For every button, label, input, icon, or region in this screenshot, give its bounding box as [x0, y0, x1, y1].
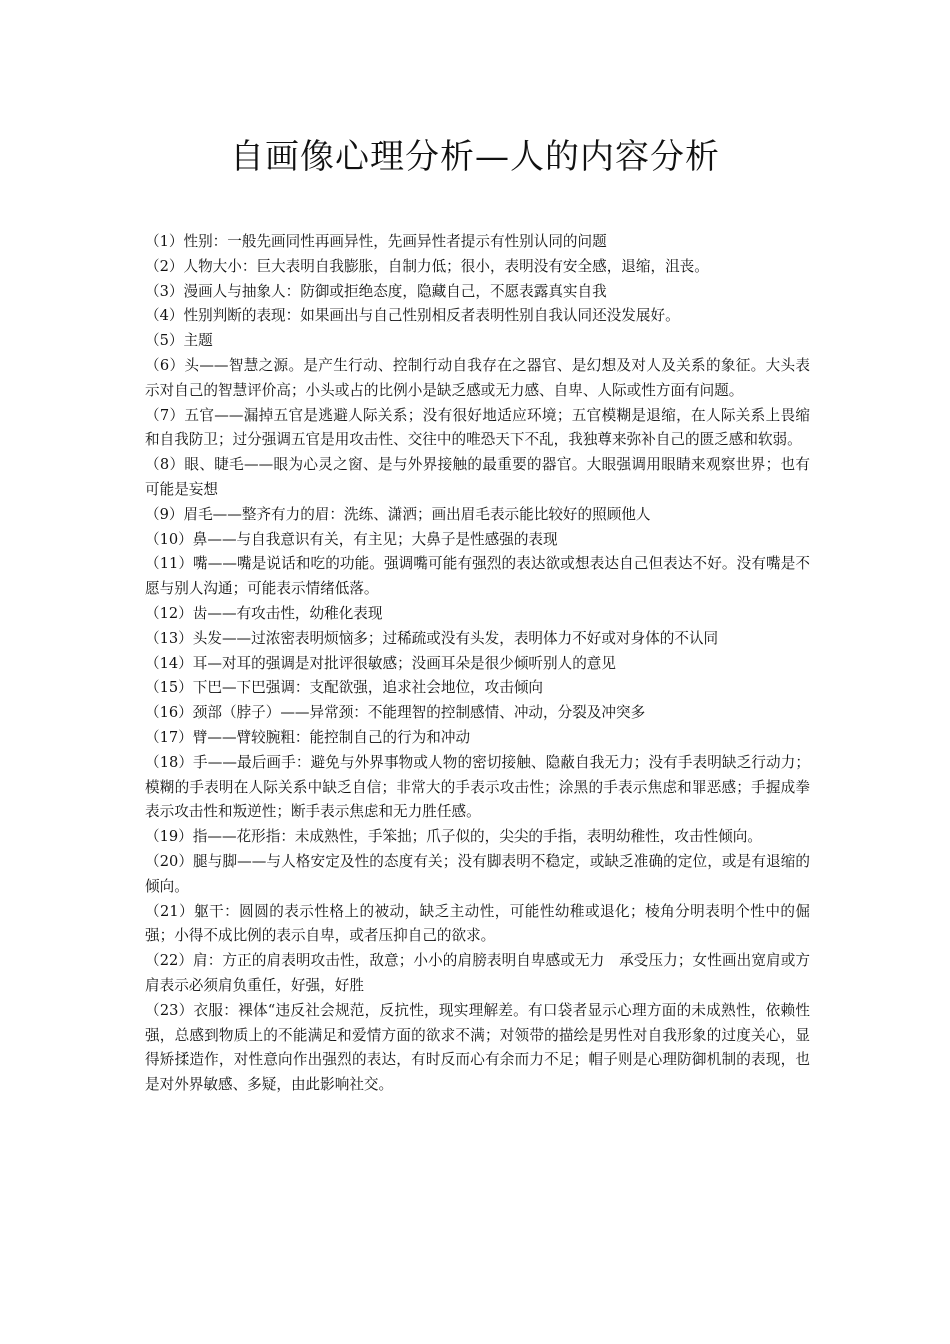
- list-item: （3）漫画人与抽象人：防御或拒绝态度，隐藏自己，不愿表露真实自我: [145, 282, 607, 300]
- list-item: （22）肩：方正的肩表明攻击性，敌意；小小的肩膀表明自卑感或无力 承受压力；女性画出宽肩或方肩表示必须肩负重任，好强，好胜: [145, 952, 810, 994]
- document-body: [145, 230, 810, 1098]
- list-item: （9）眉毛——整齐有力的眉：洗练、潇洒；画出眉毛表示能比较好的照顾他人: [145, 505, 651, 523]
- list-item: （5）主题: [145, 332, 213, 350]
- list-item: （14）耳—对耳的强调是对批评很敏感；没画耳朵是很少倾听别人的意见: [145, 654, 616, 672]
- list-item: （4）性别判断的表现：如果画出与自己性别相反者表明性别自我认同还没发展好。: [145, 307, 680, 325]
- list-item: （11）嘴——嘴是说话和吃的功能。强调嘴可能有强烈的表达欲或想表达自己但表达不好。没有嘴是不愿与别人沟通；可能表示情绪低落。: [145, 555, 810, 598]
- list-item: （17）臂——臂较腕粗：能控制自己的行为和冲动: [145, 728, 471, 746]
- list-item: （1）性别：一般先画同性再画异性，先画异性者提示有性别认同的问题: [145, 233, 607, 250]
- list-item: （10）鼻——与自我意识有关，有主见；大鼻子是性感强的表现: [145, 530, 558, 548]
- list-item: （8）眼、睫毛——眼为心灵之窗、是与外界接触的最重要的器官。大眼强调用眼睛来观察世界；也有可能是妄想: [145, 456, 810, 498]
- list-item: （15）下巴—下巴强调：支配欲强，追求社会地位，攻击倾向: [145, 679, 544, 697]
- list-item: （7）五官——漏掉五官是逃避人际关系；没有很好地适应环境；五官模糊是退缩，在人际关系上畏缩和自我防卫；过分强调五官是用攻击性、交往中的唯恐天下不乱，我独尊来弥补自己的匮乏感和软弱。: [145, 406, 810, 449]
- list-item: （20）腿与脚——与人格安定及性的态度有关；没有脚表明不稳定，或缺乏准确的定位，或是有退缩的倾向。: [145, 852, 810, 895]
- list-item: （23）衣服：裸体“违反社会规范，反抗性，现实理解差。有口袋者显示心理方面的未成熟性，依赖性强，总感到物质上的不能满足和爱情方面的欲求不满；对领带的描绘是男性对自我形象的过度关心，显得矫揉造作，对性意向作出强烈的表达，有时反而心有余而力不足；帽子则是心理防御机制的表现，也是对外界敏感、多疑，由此影响社交。: [145, 1001, 810, 1094]
- list-item: （2）人物大小：巨大表明自我膨胀，自制力低；很小，表明没有安全感，退缩，沮丧。: [145, 257, 709, 275]
- list-item: （16）颈部（脖子）——异常颈：不能理智的控制感情、冲动，分裂及冲突多: [145, 704, 646, 722]
- list-item: （21）躯干：圆圆的表示性格上的被动，缺乏主动性，可能性幼稚或退化；棱角分明表明个性中的倔强；小得不成比例的表示自卑，或者压抑自己的欲求。: [145, 902, 810, 945]
- list-item: （6）头——智慧之源。是产生行动、控制行动自我存在之器官、是幻想及对人及关系的象征。大头表示对自己的智慧评价高；小头或占的比例小是缺乏感或无力感、自卑、人际或性方面有问题。: [145, 356, 810, 399]
- list-item: （13）头发——过浓密表明烦恼多；过稀疏或没有头发，表明体力不好或对身体的不认同: [145, 629, 719, 647]
- list-item: （12）齿——有攻击性，幼稚化表现: [145, 604, 383, 622]
- document-title: 自画像心理分析—人的内容分析: [230, 137, 720, 177]
- list-item: （19）指——花形指：未成熟性，手笨拙；爪子似的，尖尖的手指，表明幼稚性，攻击性倾向。: [145, 828, 762, 846]
- list-item: （18）手——最后画手：避免与外界事物或人物的密切接触、隐蔽自我无力；没有手表明缺乏行动力；模糊的手表明在人际关系中缺乏自信；非常大的手表示攻击性；涂黑的手表示焦虑和罪恶感；手握成拳表示攻击性和叛逆性；断手表示焦虑和无力胜任感。: [145, 753, 810, 821]
